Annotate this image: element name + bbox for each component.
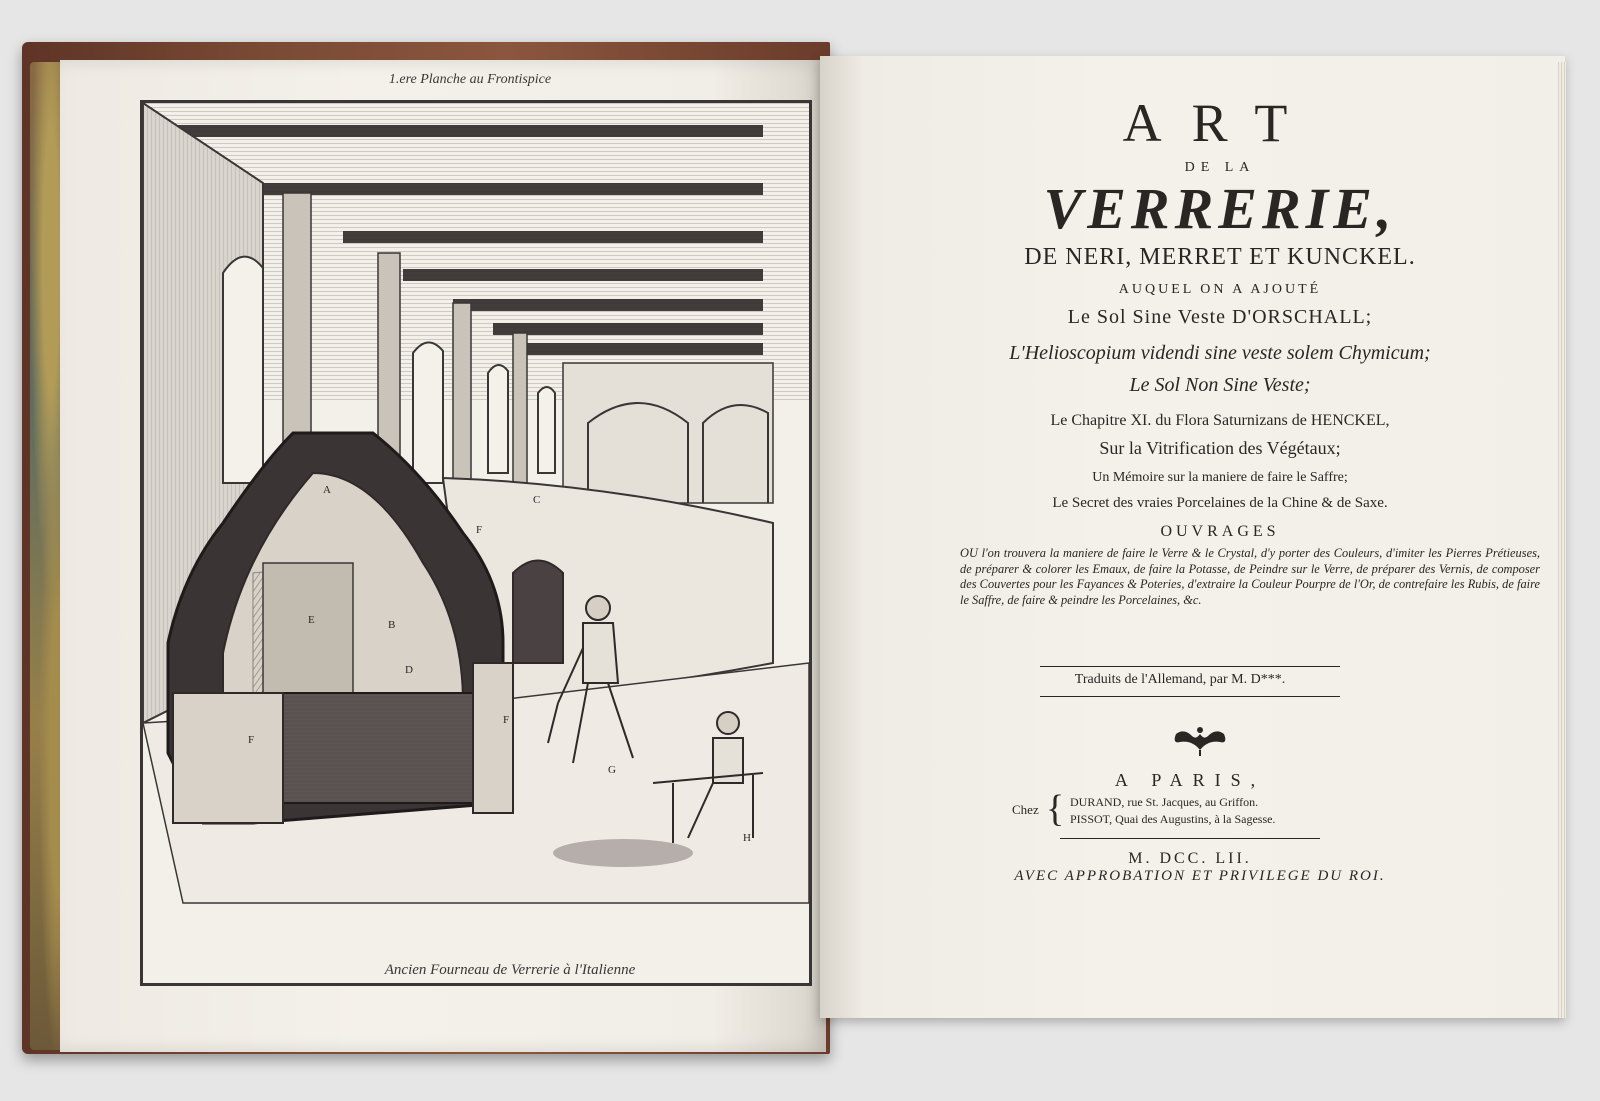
title-vitrification: Sur la Vitrification des Végétaux;: [1099, 438, 1341, 458]
plate-caption-top: 1.ere Planche au Frontispice: [388, 72, 552, 87]
title-ouvrages: OUVRAGES: [1160, 523, 1280, 540]
title-authors: DE NERI, MERRET ET KUNCKEL.: [1024, 244, 1416, 270]
imprint-chez: Chez: [1012, 802, 1039, 817]
title-translator: Traduits de l'Allemand, par M. D***.: [1074, 672, 1286, 687]
plate-letter-d: D: [405, 664, 413, 676]
imprint-brace: {: [1046, 788, 1065, 830]
imprint-privilege: AVEC APPROBATION ET PRIVILEGE DU ROI.: [1014, 868, 1386, 884]
plate-letter-a: A: [323, 484, 331, 496]
title-sol-non-sine-veste: Le Sol Non Sine Veste;: [1129, 374, 1311, 396]
title-chapitre: Le Chapitre XI. du Flora Saturnizans de HENCKEL,: [1050, 412, 1390, 429]
plate-letter-f3: F: [248, 734, 255, 746]
title-description: OU l'on trouvera la maniere de faire le Verre & le Crystal, d'y porter des Couleurs, d'imiter les Pierres Prétieuses, de préparer & colorer les Emaux, de faire la Potasse, de Peindre sur le Verre, de préparer des Vernis, de composer des Couvertes pour les Fayances & Poteries, d'extraire la Couleur Pourpre de l'Or, de contrefaire les Rubis, de faire le Saffre, de faire & peindre les Porcelaines, &c.: [960, 546, 1540, 607]
imprint-pissot: PISSOT, Quai des Augustins, à la Sagesse.: [1070, 812, 1276, 826]
plate-letter-f1: F: [476, 524, 483, 536]
plate-letter-h: H: [743, 832, 751, 844]
plate-letter-b: B: [388, 619, 396, 631]
furnace-engraving: [143, 103, 809, 983]
title-helioscopium: L'Helioscopium videndi sine veste solem Chymicum;: [1009, 342, 1431, 364]
rule-imprint: [1060, 838, 1320, 839]
imprint-date: M. DCC. LII.: [1128, 850, 1252, 867]
plate-letter-f2: F: [503, 714, 510, 726]
title-memoire: Un Mémoire sur la maniere de faire le Saffre;: [1092, 470, 1348, 485]
page-edges: [1558, 62, 1566, 1018]
plate-letter-c: C: [533, 494, 541, 506]
plate-letter-g: G: [608, 764, 616, 776]
plate-letter-e: E: [308, 614, 315, 626]
plate-caption-bottom: Ancien Fourneau de Verrerie à l'Italienne: [384, 962, 636, 978]
title-verrerie: VERRERIE,: [1043, 176, 1397, 241]
title-sol-sine-veste: Le Sol Sine Veste D'ORSCHALL;: [1067, 306, 1373, 328]
title-de-la: DE LA: [1184, 160, 1256, 175]
fleuron-ornament: [1170, 722, 1230, 758]
title-secret: Le Secret des vraies Porcelaines de la Chine & de Saxe.: [1052, 495, 1388, 511]
title-auquel: AUQUEL ON A AJOUTÉ: [1118, 282, 1322, 297]
rule-top: [1040, 666, 1340, 667]
engraving-plate: [140, 100, 812, 986]
imprint-city: A PARIS,: [1114, 770, 1266, 790]
title-art: ART: [1122, 93, 1318, 153]
rule-bottom: [1040, 696, 1340, 697]
imprint-durand: DURAND, rue St. Jacques, au Griffon.: [1070, 795, 1259, 809]
